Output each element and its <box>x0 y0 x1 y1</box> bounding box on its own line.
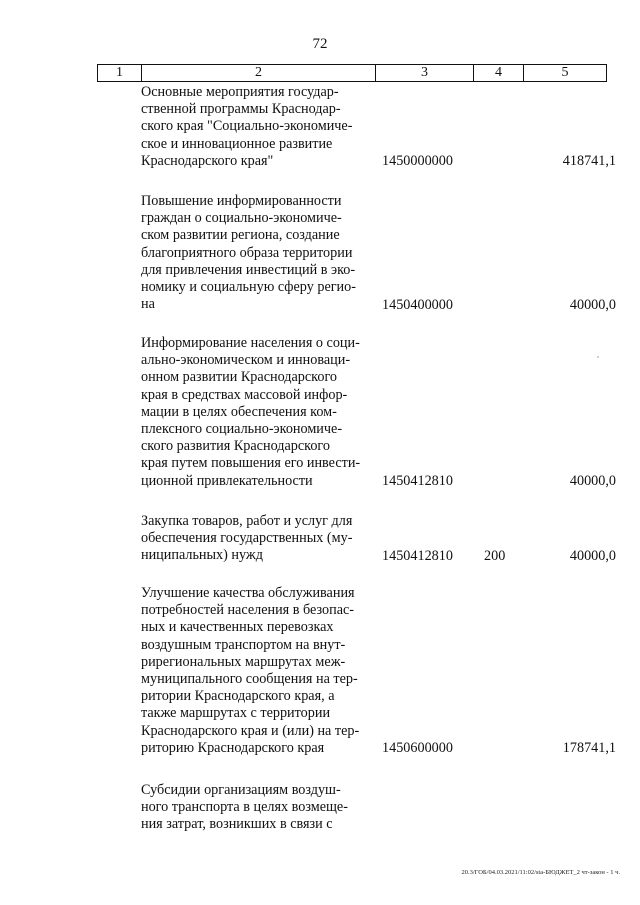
desc-line: на <box>141 296 155 313</box>
desc-line: Закупка товаров, работ и услуг для <box>141 513 353 529</box>
desc-line: Информирование населения о соци- <box>141 335 360 351</box>
desc-line: граждан о социально-экономиче- <box>141 210 342 227</box>
desc-line: ния затрат, возникших в связи с <box>141 816 333 833</box>
header-col-3: 3 <box>376 65 474 81</box>
document-footer: 20.3/ГОБ/04.03.2021/11:02/sta-БЮДЖЕТ_2 чт-закон - 1 ч. <box>461 869 620 876</box>
desc-line: плексного социально-экономиче- <box>141 421 343 438</box>
desc-line: Субсидии организациям воздуш- <box>141 782 341 798</box>
desc-line: ского края "Социально-экономиче- <box>141 118 353 135</box>
desc-line: муниципального сообщения на тер- <box>141 671 358 688</box>
desc-line: для привлечения инвестиций в эко- <box>141 261 356 278</box>
row-code: 1450000000 <box>382 153 453 169</box>
row-amount: 40000,0 <box>569 297 616 313</box>
desc-line: риторию Краснодарского края <box>141 739 325 756</box>
row-code: 1450412810 <box>382 548 453 564</box>
desc-line: также маршрутах с территории <box>141 705 331 722</box>
desc-line: Повышение информированности <box>141 193 342 209</box>
desc-line: ниципальных) нужд <box>141 547 263 564</box>
desc-line: ственной программы Краснодар- <box>141 101 341 118</box>
desc-line: номику и социальную сферу регио- <box>141 279 356 296</box>
row-code: 1450412810 <box>382 473 453 489</box>
desc-line: ных и качественных перевозках <box>141 619 334 636</box>
page-number: 72 <box>312 36 328 52</box>
row-description <box>141 585 373 757</box>
row-description <box>141 782 373 834</box>
row-description <box>141 335 373 490</box>
desc-line: обеспечения государственных (му- <box>141 530 353 547</box>
desc-line: ском развитии региона, создание <box>141 227 340 244</box>
row-code: 1450600000 <box>382 740 453 756</box>
row-amount: 178741,1 <box>562 740 616 756</box>
header-col-4: 4 <box>474 65 524 81</box>
desc-line: воздушным транспортом на внут- <box>141 636 346 653</box>
desc-line: благоприятного образа территории <box>141 244 353 261</box>
header-col-5: 5 <box>561 65 569 80</box>
desc-line: ское и инновационное развитие <box>141 135 333 152</box>
row-description <box>141 84 373 170</box>
desc-line: ально-экономическом и инноваци- <box>141 352 351 369</box>
row-code: 1450400000 <box>382 297 453 313</box>
row-amount: 418741,1 <box>562 153 616 169</box>
desc-line: ционной привлекательности <box>141 472 313 489</box>
row-description <box>141 513 373 565</box>
row-type: 200 <box>484 548 506 564</box>
desc-line: ного транспорта в целях возмеще- <box>141 799 348 816</box>
desc-line: ского развития Краснодарского <box>141 438 330 455</box>
desc-line: потребностей населения в безопас- <box>141 602 355 619</box>
row-amount: 40000,0 <box>569 473 616 489</box>
desc-line: Улучшение качества обслуживания <box>141 585 355 601</box>
desc-line: Основные мероприятия государ- <box>141 84 339 100</box>
desc-line: мации в целях обеспечения ком- <box>141 403 337 420</box>
scan-speck <box>597 356 599 358</box>
desc-line: Краснодарского края и (или) на тер- <box>141 722 360 739</box>
header-col-2: 2 <box>142 65 376 81</box>
table-header <box>97 64 607 82</box>
header-col-1: 1 <box>98 65 142 81</box>
desc-line: края путем повышения его инвести- <box>141 455 361 472</box>
desc-line: онном развитии Краснодарского <box>141 369 338 386</box>
desc-line: края в средствах массовой инфор- <box>141 386 348 403</box>
desc-line: Краснодарского края" <box>141 152 274 169</box>
row-amount: 40000,0 <box>569 548 616 564</box>
desc-line: ритории Краснодарского края, а <box>141 688 335 705</box>
desc-line: рирегиональных маршрутах меж- <box>141 653 346 670</box>
row-description <box>141 193 373 313</box>
